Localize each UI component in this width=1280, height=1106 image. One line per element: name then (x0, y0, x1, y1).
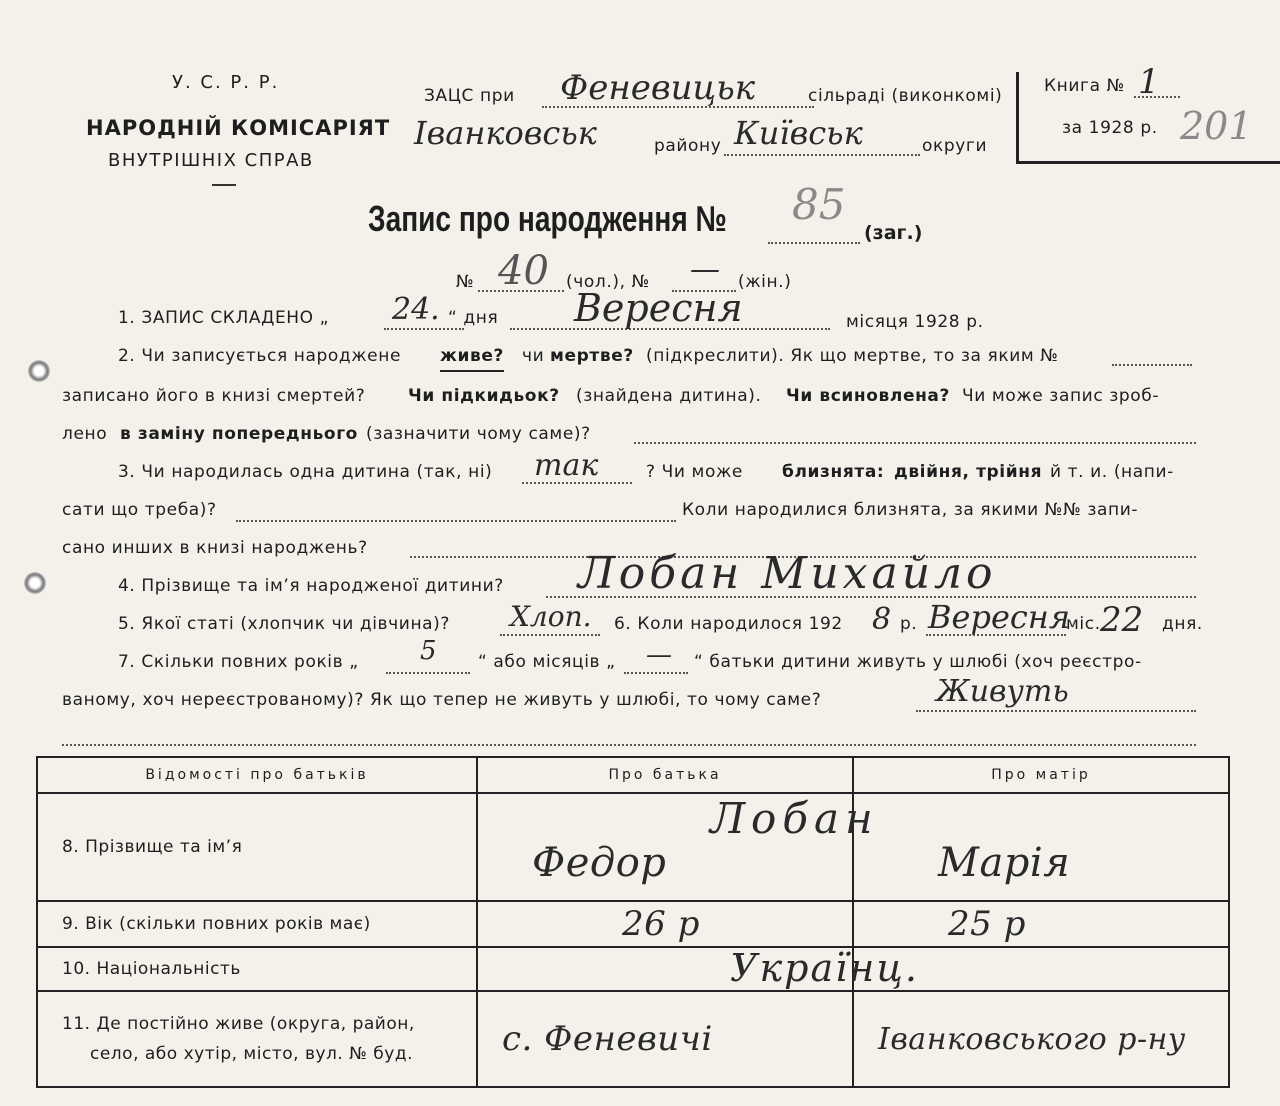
item2-line3b: (зазначити чому саме)? (366, 424, 591, 444)
item3-answer: так (534, 448, 599, 483)
birth-dnya: дня. (1162, 614, 1203, 634)
item5-label: 5. Якої статі (хлопчик чи дівчина)? (118, 614, 451, 634)
record-number: 85 (792, 180, 846, 229)
item2-line3-dots (634, 442, 1196, 444)
district-value: Іванковськ (414, 114, 597, 152)
item2-zaminu: в заміну попереднього (120, 424, 358, 444)
header-commissariat: НАРОДНІЙ КОМІСАРІЯТ (86, 116, 391, 140)
female-number: — (690, 252, 720, 287)
okruh-value: Київськ (734, 114, 863, 152)
item1-day-line (384, 328, 464, 330)
item2-line2a: записано його в книзі смертей? (62, 386, 366, 406)
record-title: Запис про народження № (368, 198, 727, 239)
okruh-line (724, 154, 920, 156)
village-council-value: Феневицьк (560, 68, 756, 108)
mother-age-cell (853, 901, 1229, 947)
header-mother: Про матір (853, 757, 1229, 793)
header-parents-info: Відомості про батьків (37, 757, 477, 793)
book-number-line (1134, 96, 1180, 98)
item6-month-line (926, 634, 1066, 636)
item2-zhyve: живе? (440, 346, 504, 366)
female-suffix: (жін.) (738, 272, 792, 292)
item2-line1b: чи (522, 346, 545, 366)
item4-label: 4. Прізвище та ім’я народженої дитини? (118, 576, 504, 596)
table-row (37, 901, 1229, 947)
birth-year-digit: 8 (872, 602, 892, 637)
header-ussr: У. С. Р. Р. (172, 72, 280, 93)
nationality-value: Українц. (730, 946, 919, 990)
record-suffix: (заг.) (864, 222, 923, 244)
family-surname: Лобан (710, 794, 879, 843)
zags-prefix: ЗАЦС при (424, 86, 515, 106)
header-father: Про батька (477, 757, 853, 793)
item1-end: місяця 1928 р. (846, 312, 984, 332)
marriage-years: 5 (420, 636, 437, 666)
row-residence-label (37, 991, 477, 1087)
item2-line2b: (знайдена дитина). (576, 386, 762, 406)
okruhy-label: округи (922, 136, 988, 156)
male-suffix: (чол.), № (566, 272, 650, 292)
year-label: за 1928 р. (1062, 118, 1158, 138)
item7-line2-dots (916, 710, 1196, 712)
item1-mid: “ дня (448, 308, 499, 328)
child-name: Лобан Михайло (578, 548, 997, 599)
male-label: № (456, 272, 475, 292)
item1-month: Вересня (574, 286, 743, 330)
silradi-label: сільраді (виконкомі) (808, 86, 1003, 106)
item2-pidkydok: Чи підкидьок? (408, 386, 560, 406)
mother-residence: Іванковського р-ну (878, 1021, 1186, 1057)
item7-line2: ваному, хоч нереєстрованому)? Як що тепер не живуть у шлюбі, то чому саме? (62, 690, 822, 710)
child-sex: Хлоп. (510, 600, 592, 633)
header-department: ВНУТРІШНІХ СПРАВ (108, 150, 314, 171)
birth-r: р. (900, 614, 918, 634)
mother-name: Марія (938, 840, 1071, 886)
mother-age: 25 р (948, 904, 1026, 944)
row-nationality-label: 10. Національність (37, 947, 477, 991)
item7-years-line (386, 672, 470, 674)
mother-name-cell (853, 793, 1229, 901)
item2-line1a: 2. Чи записується народжене (118, 346, 402, 366)
birth-month: Вересня (928, 598, 1071, 636)
table-row (37, 793, 1229, 901)
parents-table (36, 756, 1230, 1088)
row-name-label: 8. Прізвище та ім’я (37, 793, 477, 901)
item3-line3: сано инших в книзі народжень? (62, 538, 368, 558)
father-residence-cell (477, 991, 853, 1087)
item2-line3a: лено (62, 424, 108, 444)
margin-note: 201 (1180, 104, 1253, 148)
item2-mertve: мертве? (550, 346, 634, 366)
record-number-line (768, 242, 860, 244)
item3-line2-dots (236, 520, 676, 522)
item2-zhyve-underline (440, 370, 504, 372)
item1-day: 24. (392, 292, 440, 327)
item7-line1b: “ або місяців „ (478, 652, 616, 672)
item2-line2c: Чи може запис зроб- (962, 386, 1160, 406)
item3-line1a: 3. Чи народилась одна дитина (так, ні) (118, 462, 493, 482)
male-number: 40 (498, 248, 549, 294)
punch-hole-1 (28, 360, 50, 382)
table-header-row (37, 757, 1229, 793)
father-name: Федор (532, 840, 667, 886)
book-label: Книга № (1044, 76, 1125, 96)
father-age: 26 р (622, 904, 700, 944)
row-age-label: 9. Вік (скільки повних років має) (37, 901, 477, 947)
raion-label: району (654, 136, 722, 156)
item1-label: 1. ЗАПИС СКЛАДЕНО „ (118, 308, 330, 328)
item5-line (500, 634, 600, 636)
punch-hole-2 (24, 572, 46, 594)
item3-bliznyata: близнята: (782, 462, 885, 482)
item3-line1c: й т. и. (напи- (1050, 462, 1174, 482)
birth-day: 22 (1100, 600, 1144, 640)
item2-vsynovlena: Чи всиновлена? (786, 386, 950, 406)
table-row (37, 991, 1229, 1087)
item7-line1a: 7. Скільки повних років „ (118, 652, 359, 672)
header-divider (212, 184, 236, 186)
row-residence-label-2: село, або хутір, місто, вул. № буд. (90, 1044, 413, 1064)
item6-label: 6. Коли народилося 192 (614, 614, 843, 634)
marriage-months: — (646, 640, 672, 670)
birth-mis: міс. (1066, 614, 1101, 634)
father-age-cell (477, 901, 853, 947)
item2-line1-dots (1112, 364, 1192, 366)
item3-line2b: Коли народилися близнята, за якими №№ запи- (682, 500, 1139, 520)
item3-line1b: ? Чи може (646, 462, 743, 482)
mother-residence-cell (853, 991, 1229, 1087)
item2-line1c: (підкреслити). Як що мертве, то за яким № (646, 346, 1059, 366)
item7-line1c: “ батьки дитини живуть у шлюбі (хоч реєстро- (694, 652, 1142, 672)
item7-line3-dots (62, 744, 1196, 746)
item7-months-line (624, 672, 688, 674)
father-residence: с. Феневичі (502, 1019, 713, 1059)
marriage-answer: Живуть (936, 674, 1069, 709)
book-number: 1 (1138, 62, 1160, 102)
item3-dviynya: двійня, трійня (894, 462, 1043, 482)
table-row (37, 947, 1229, 991)
item3-line2a: сати що треба)? (62, 500, 217, 520)
row-residence-label-1: 11. Де постійно живе (округа, район, (62, 1014, 415, 1034)
